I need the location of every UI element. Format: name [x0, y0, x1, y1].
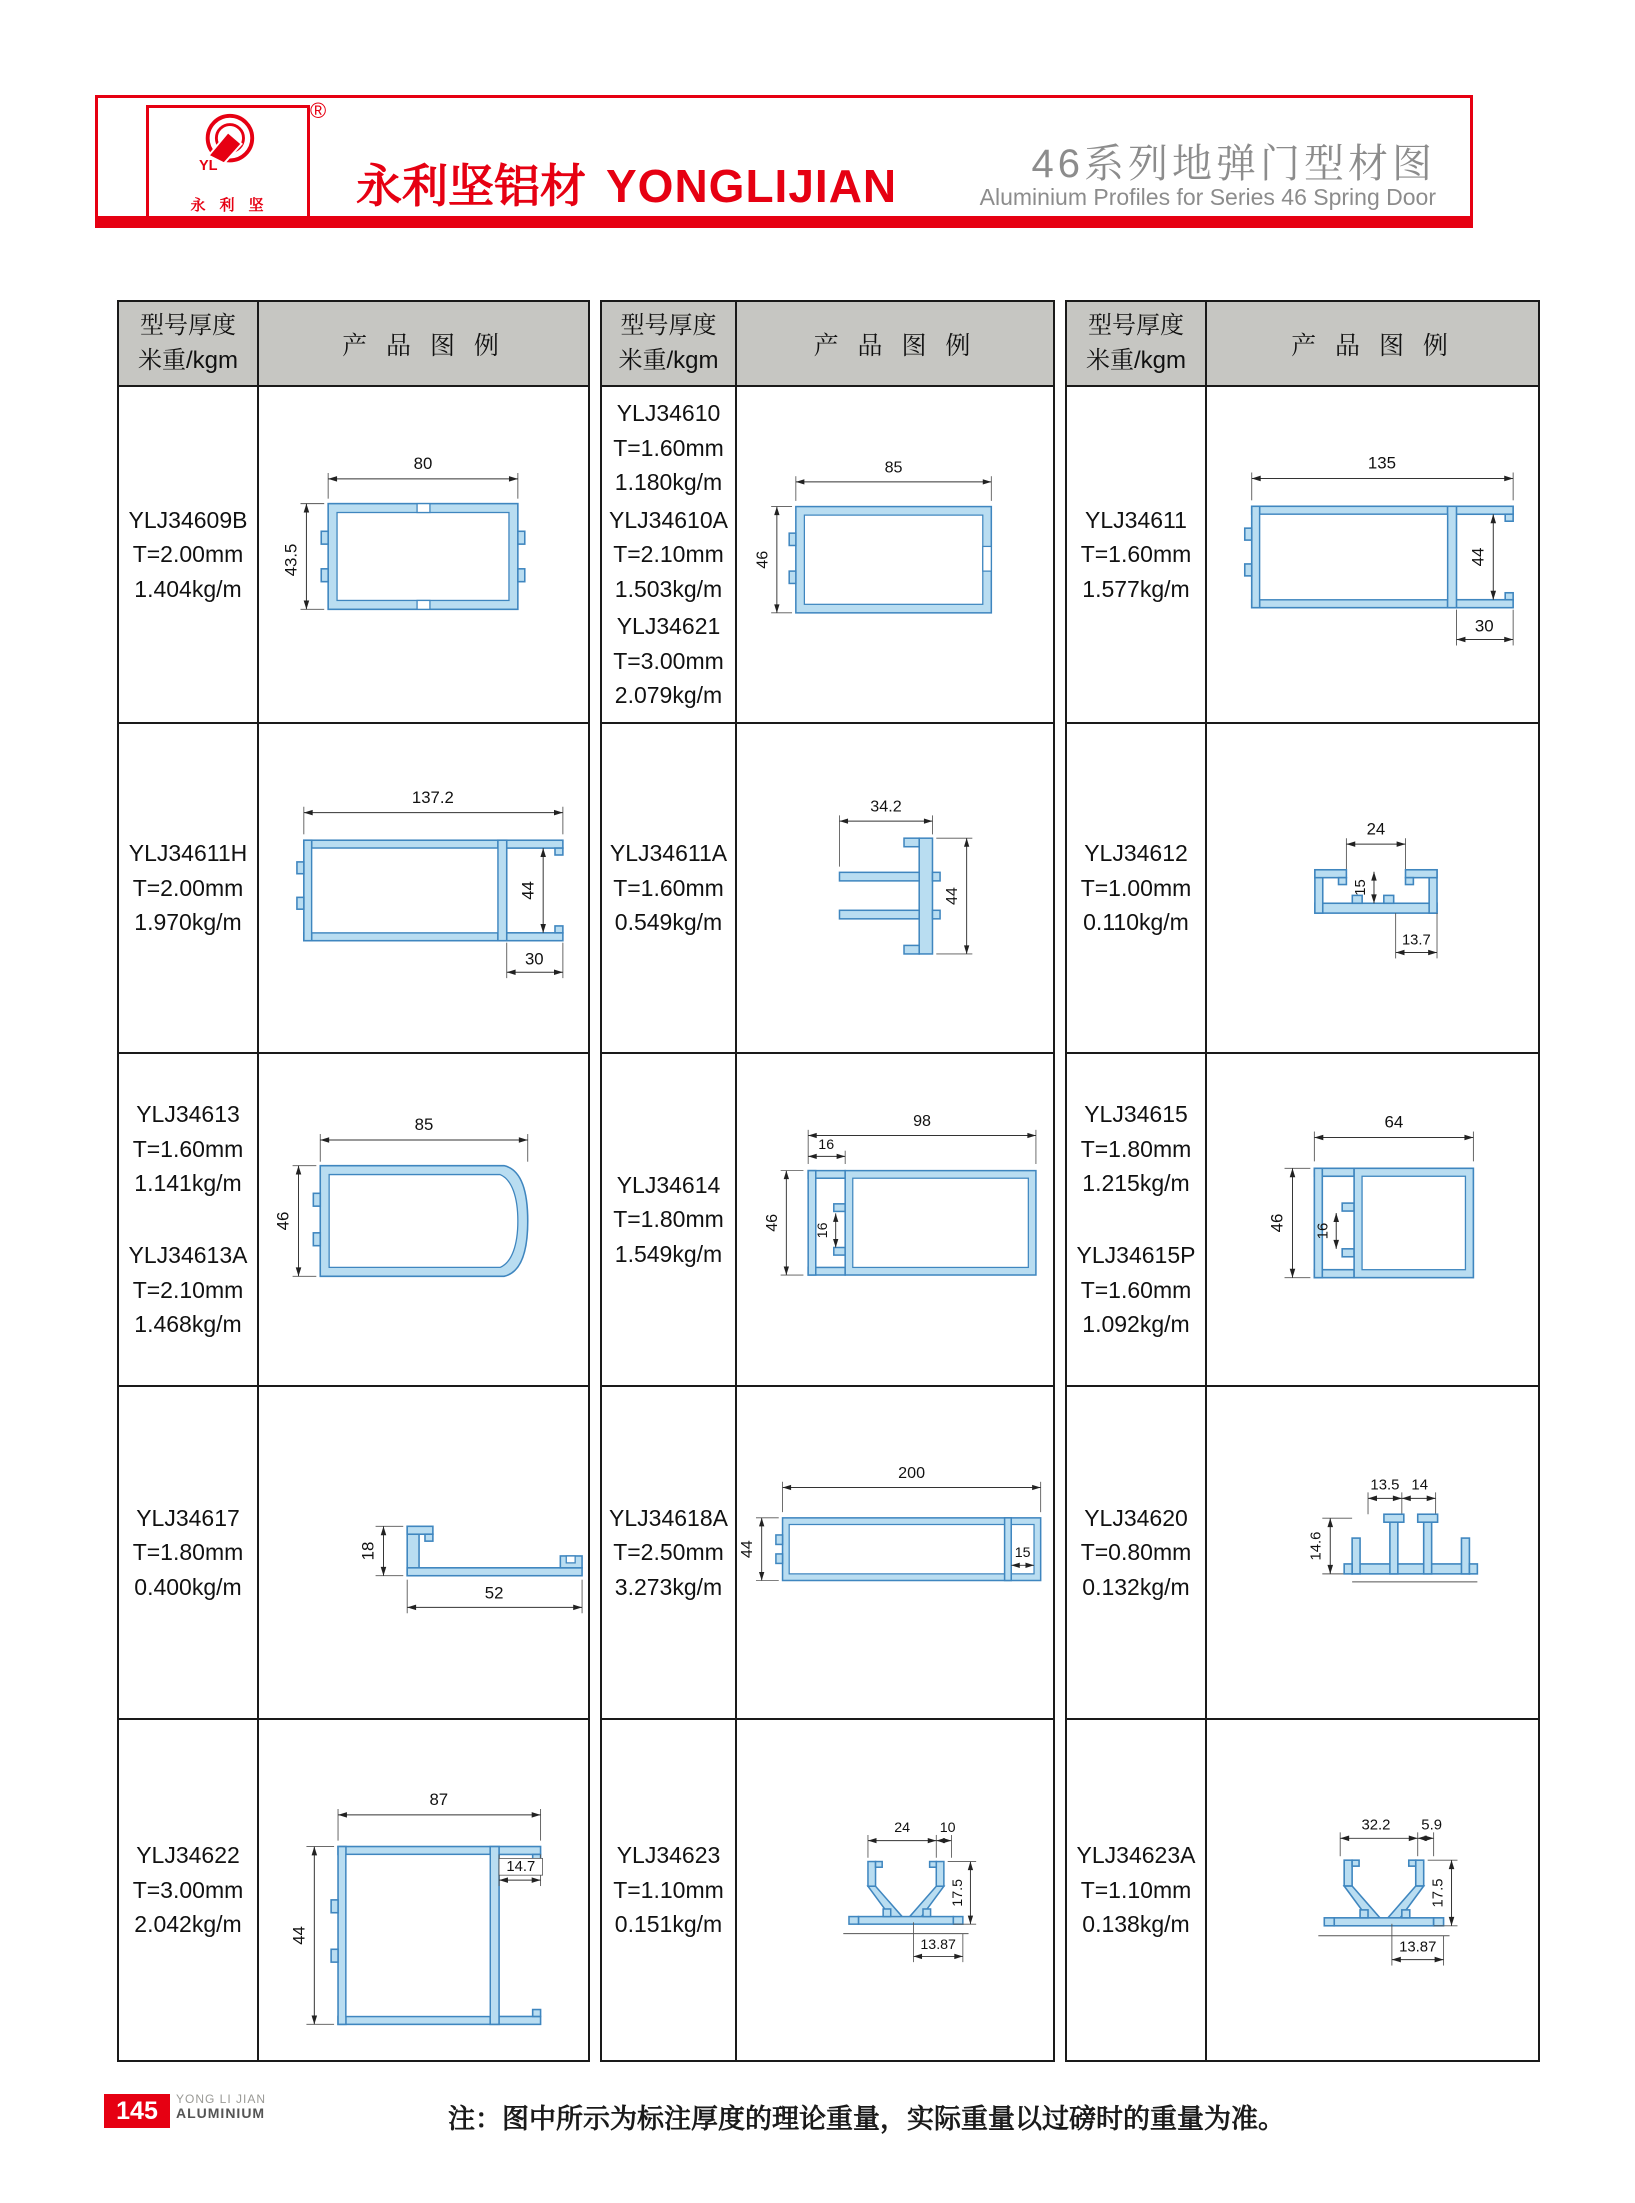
page-header: [95, 95, 1473, 228]
dim-label: 80: [413, 454, 433, 474]
model-cell: [602, 1720, 737, 2060]
table-row: [119, 1387, 588, 1720]
table-row: [119, 387, 588, 724]
dim-label: 85: [884, 458, 903, 477]
dim-label: 46: [762, 1213, 781, 1232]
table-row: [602, 1054, 1053, 1387]
profile-drawing: [737, 724, 1053, 1052]
profile-drawing: [1207, 1387, 1538, 1718]
profile-drawing: [259, 1387, 588, 1718]
dim-label: 52: [484, 1583, 504, 1603]
table-row: [119, 1720, 588, 2060]
model-block: YLJ34611 T=1.60mm 1.577kg/m: [1080, 506, 1192, 602]
model-block: YLJ34611A T=1.60mm 0.549kg/m: [609, 840, 728, 936]
dim-label: 87: [429, 1790, 449, 1810]
page-subtitle: Aluminium Profiles for Series 46 Spring Door: [979, 184, 1436, 210]
dim-label: 16: [818, 1136, 835, 1153]
dim-label: 44: [1468, 547, 1488, 567]
dim-label: 17.5: [1430, 1878, 1447, 1908]
dim-label: 46: [753, 550, 772, 569]
profile-drawing: [259, 1054, 588, 1385]
dim-label: 64: [1384, 1112, 1404, 1132]
dim-label: 15: [1014, 1544, 1031, 1561]
dim-label: 43.5: [281, 543, 301, 577]
column-header-model: 型号厚度 米重/kgm: [1067, 302, 1207, 385]
footer-brand: [176, 2093, 266, 2122]
table-row: [119, 724, 588, 1054]
company-name-en: YONGLIJIAN: [606, 160, 898, 212]
logo-swirl-icon: [197, 111, 259, 173]
dim-label: 44: [738, 1540, 757, 1559]
drawing-cell: [259, 724, 588, 1052]
table-row: [1067, 1720, 1538, 2060]
dim-label: 13.5: [1370, 1477, 1400, 1494]
profile-drawing: [1207, 387, 1538, 722]
dim-label: 44: [289, 1926, 309, 1945]
model-cell: [602, 724, 737, 1052]
profile-drawing: [737, 1387, 1053, 1718]
dim-label: 44: [943, 887, 962, 906]
model-block: YLJ34613A T=2.10mm 1.468kg/m: [128, 1242, 248, 1338]
dim-label: 5.9: [1421, 1817, 1442, 1834]
dim-label: 46: [273, 1211, 293, 1231]
dim-label: 13.7: [1401, 932, 1431, 949]
drawing-cell: [1207, 1054, 1538, 1385]
dim-label: 44: [518, 881, 538, 900]
dim-label: 14.7: [506, 1859, 536, 1876]
table-row: [602, 1720, 1053, 2060]
column-header-model: 型号厚度 米重/kgm: [602, 302, 737, 385]
table-row: [602, 724, 1053, 1054]
model-block: YLJ34613 T=1.60mm 1.141kg/m: [132, 1101, 244, 1197]
profile-table-group-2: [600, 300, 1055, 2062]
dim-label: 32.2: [1361, 1817, 1391, 1834]
profile-drawing: [1207, 1054, 1538, 1385]
profile-drawing: [737, 387, 1053, 722]
model-block: YLJ34617 T=1.80mm 0.400kg/m: [132, 1504, 244, 1600]
model-block: YLJ34610A T=2.10mm 1.503kg/m: [609, 506, 728, 602]
drawing-cell: [259, 387, 588, 722]
table-row: [1067, 1387, 1538, 1720]
dim-label: 16: [815, 1222, 832, 1239]
model-block: YLJ34623A T=1.10mm 0.138kg/m: [1076, 1842, 1196, 1938]
drawing-cell: [737, 724, 1053, 1052]
drawing-cell: [1207, 724, 1538, 1052]
column-header-model: 型号厚度 米重/kgm: [119, 302, 259, 385]
profile-drawing: [259, 724, 588, 1052]
footer-brand-line2: ALUMINIUM: [176, 2105, 266, 2122]
dim-label: 17.5: [949, 1879, 966, 1907]
dim-label: 13.87: [920, 1936, 956, 1953]
model-cell: [119, 1054, 259, 1385]
table-row: [119, 1054, 588, 1387]
company-name-zh: 永利坚铝材: [356, 160, 586, 212]
dim-label: 24: [1366, 819, 1386, 839]
model-cell: [602, 1054, 737, 1385]
dim-label: 46: [1267, 1213, 1287, 1233]
dim-label: 137.2: [411, 787, 454, 807]
table-header: [1067, 302, 1538, 387]
page-title: 46系列地弹门型材图: [1031, 142, 1436, 186]
registered-trademark-icon: ®: [310, 98, 327, 123]
column-header-drawing: 产 品 图 例: [1291, 331, 1454, 360]
model-cell: [1067, 387, 1207, 722]
model-cell: [1067, 724, 1207, 1052]
model-cell: [1067, 1054, 1207, 1385]
model-cell: [1067, 1720, 1207, 2060]
dim-label: 98: [913, 1112, 932, 1131]
drawing-cell: [737, 1054, 1053, 1385]
profile-drawing: [737, 1720, 1053, 2060]
page-number-badge: 145: [104, 2094, 170, 2128]
company-name: [356, 150, 897, 216]
table-row: [602, 387, 1053, 724]
drawing-cell: [737, 387, 1053, 722]
dim-label: 200: [898, 1464, 926, 1483]
model-block: YLJ34609B T=2.00mm 1.404kg/m: [128, 506, 248, 602]
drawing-cell: [737, 1387, 1053, 1718]
profile-drawing: [1207, 724, 1538, 1052]
dim-label: 14: [1411, 1477, 1429, 1494]
model-cell: [602, 387, 737, 722]
model-block: YLJ34618A T=2.50mm 3.273kg/m: [609, 1504, 728, 1600]
model-block: YLJ34614 T=1.80mm 1.549kg/m: [613, 1171, 724, 1267]
dim-label: 16: [1315, 1222, 1332, 1240]
footer-brand-line1: YONG LI JIAN: [176, 2092, 267, 2106]
drawing-cell: [259, 1720, 588, 2060]
drawing-cell: [259, 1387, 588, 1718]
table-header: [602, 302, 1053, 387]
profile-drawing: [259, 1720, 588, 2060]
dim-label: 24: [894, 1820, 911, 1837]
dim-label: 10: [939, 1820, 956, 1837]
dim-label: 85: [414, 1115, 434, 1135]
profile-drawing: [1207, 1720, 1538, 2060]
model-cell: [602, 1387, 737, 1718]
drawing-cell: [737, 1720, 1053, 2060]
dim-label: 13.87: [1399, 1939, 1437, 1956]
drawing-cell: [1207, 387, 1538, 722]
model-block: YLJ34611H T=2.00mm 1.970kg/m: [128, 840, 248, 936]
dim-label: 34.2: [870, 797, 902, 816]
logo-monogram: YL: [198, 158, 218, 173]
profile-table-group-1: [117, 300, 590, 2062]
model-block: YLJ34623 T=1.10mm 0.151kg/m: [613, 1842, 724, 1938]
model-cell: [119, 1720, 259, 2060]
model-block: YLJ34615P T=1.60mm 1.092kg/m: [1076, 1242, 1196, 1338]
table-row: [602, 1387, 1053, 1720]
model-block: YLJ34615 T=1.80mm 1.215kg/m: [1080, 1101, 1192, 1197]
model-block: YLJ34610 T=1.60mm 1.180kg/m: [613, 400, 724, 496]
column-header-drawing: 产 品 图 例: [342, 331, 505, 360]
table-row: [1067, 387, 1538, 724]
profile-drawing: [737, 1054, 1053, 1385]
column-header-drawing: 产 品 图 例: [813, 331, 977, 360]
profile-drawing: [259, 387, 588, 722]
model-cell: [119, 1387, 259, 1718]
drawing-cell: [1207, 1387, 1538, 1718]
dim-label: 18: [358, 1541, 378, 1561]
model-cell: [119, 387, 259, 722]
table-row: [1067, 1054, 1538, 1387]
footer-note: 注：图中所示为标注厚度的理论重量，实际重量以过磅时的重量为准。: [448, 2104, 1285, 2134]
dim-label: 15: [1353, 879, 1370, 896]
table-row: [1067, 724, 1538, 1054]
model-block: YLJ34620 T=0.80mm 0.132kg/m: [1080, 1504, 1192, 1600]
drawing-cell: [1207, 1720, 1538, 2060]
drawing-cell: [259, 1054, 588, 1385]
model-block: YLJ34621 T=3.00mm 2.079kg/m: [613, 613, 724, 709]
dim-label: 135: [1367, 453, 1397, 473]
model-block: YLJ34622 T=3.00mm 2.042kg/m: [132, 1842, 244, 1938]
table-header: [119, 302, 588, 387]
dim-label: 30: [1474, 616, 1494, 636]
dim-label: 14.6: [1308, 1531, 1325, 1561]
model-block: YLJ34612 T=1.00mm 0.110kg/m: [1080, 840, 1192, 936]
profile-table-group-3: [1065, 300, 1540, 2062]
company-logo: [146, 105, 310, 223]
model-cell: [1067, 1387, 1207, 1718]
dim-label: 30: [524, 949, 544, 969]
model-cell: [119, 724, 259, 1052]
logo-characters: 永利坚: [190, 197, 278, 214]
